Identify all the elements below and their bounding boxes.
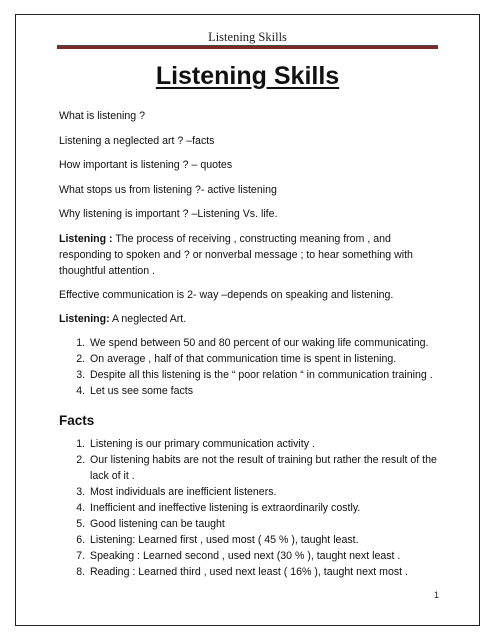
page-number: 1 [433, 590, 439, 600]
list-item: 4. Let us see some facts [88, 383, 444, 399]
question-line: Listening a neglected art ? –facts [59, 134, 215, 147]
list-item: 6. Listening: Learned first , used most ( 45 % ), taught least. [88, 532, 444, 548]
document-body [59, 108, 444, 590]
list-item: 4. Inefficient and ineffective listening is extraordinarily costly. [88, 500, 444, 516]
facts-heading: Facts [59, 412, 95, 428]
neglected-art-list [59, 335, 444, 399]
question-line: Why listening is important ? –Listening Vs. life. [59, 208, 278, 220]
list-item: 1. Listening is our primary communication activity . [88, 436, 444, 452]
facts-list [59, 436, 444, 580]
definition-paragraph [59, 231, 444, 279]
header-rule [57, 45, 438, 49]
definition-text: The process of receiving , constructing meaning from , and responding to spoken and ? or nonverbal message ; to hear something with thoughtful attention . [59, 232, 413, 277]
question-line: How important is listening ? – quotes [59, 159, 233, 171]
running-header: Listening Skills [208, 30, 287, 44]
neglected-text: A neglected Art. [109, 312, 187, 325]
document-title: Listening Skills [155, 62, 340, 90]
list-item: 3. Despite all this listening is the “ poor relation “ in communication training . [88, 367, 444, 383]
effective-communication-paragraph: Effective communication is 2- way –depends on speaking and listening. [59, 288, 394, 301]
list-item: 1. We spend between 50 and 80 percent of our waking life communicating. [88, 335, 444, 351]
list-item: 2. Our listening habits are not the result of training but rather the result of the lack of it . [88, 452, 444, 484]
question-line: What is listening ? [59, 110, 145, 122]
list-item: 3. Most individuals are inefficient listeners. [88, 484, 444, 500]
neglected-art-paragraph [59, 311, 444, 327]
list-item: 8. Reading : Learned third , used next least ( 16% ), taught next most . [88, 564, 444, 580]
neglected-label: Listening: [59, 312, 110, 325]
definition-label: Listening : [59, 232, 113, 245]
list-item: 5. Good listening can be taught [88, 516, 444, 532]
list-item: 2. On average , half of that communication time is spent in listening. [88, 351, 444, 367]
question-line: What stops us from listening ?- active listening [59, 183, 277, 196]
list-item: 7. Speaking : Learned second , used next (30 % ), taught next least . [88, 548, 444, 564]
